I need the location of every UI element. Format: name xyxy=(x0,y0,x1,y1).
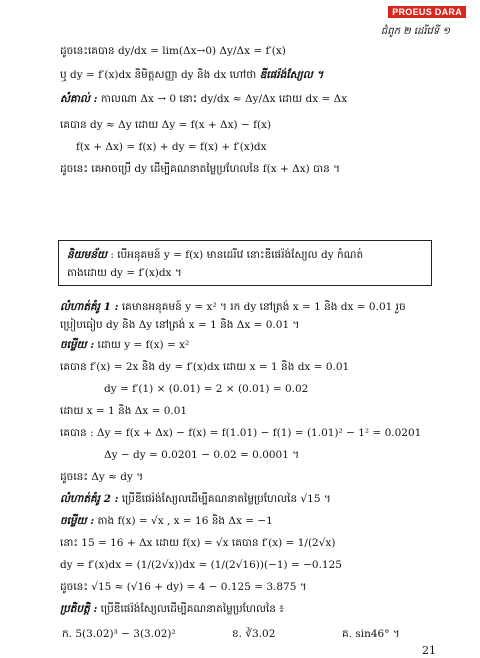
differential-term: ឌីផេរ៉ង់ស្យែល ។ xyxy=(259,69,324,81)
exercise-item-a: ក. 5(3.02)³ − 3(3.02)² xyxy=(62,628,176,640)
example1-solution-label: ចម្លើយ : xyxy=(60,339,95,351)
note-line: សំគាល់ : កាលណា Δx → 0 នោះ dy/dx ≈ Δy/Δx ដោយ dx = Δx xyxy=(60,93,348,105)
exercise-statement: ប្រតិបត្តិ : ប្រើឌីផេរ៉ង់ស្យែលដើម្បីគណនាតម្លៃប្រហែលនៃ ៖ xyxy=(60,603,284,615)
example2-solution-start: ចម្លើយ : តាង f(x) = √x , x = 16 និង Δx = −1 xyxy=(60,515,273,527)
example1-label: លំហាត់គំរូ 1 : xyxy=(60,301,119,313)
note-label: សំគាល់ : xyxy=(60,93,98,105)
conclusion-line: ដូចនេះ គេអាចប្រើ dy ដើម្បីគណនាតម្លៃប្រហែលនៃ f(x + Δx) បាន ។ xyxy=(60,163,341,175)
exercise-label: ប្រតិបត្តិ : xyxy=(60,603,98,615)
example1-statement-2: ប្រៀបធៀប dy និង Δy នៅត្រង់ x = 1 និង Δx = 0.01 ។ xyxy=(60,319,300,331)
derivative-limit-line: ដូចនេះគេបាន dy/dx = lim(Δx→0) Δy/Δx = f′(x) xyxy=(60,45,286,57)
example2-label: លំហាត់គំរូ 2 : xyxy=(60,493,119,505)
approximation-line: គេបាន dy ≈ Δy ដោយ Δy = f(x + Δx) − f(x) xyxy=(60,119,272,131)
example2-statement: លំហាត់គំរូ 2 : ប្រើឌីផេរ៉ង់ស្យែលដើម្បីគណនាតម្លៃប្រហែលនៃ √15 ។ xyxy=(60,493,331,505)
example1-conclusion: ដូចនេះ Δy ≈ dy ។ xyxy=(60,471,144,483)
differential-notation-line: ឬ dy = f′(x)dx និមិត្តសញ្ញា dy និង dx ហៅថា ឌីផេរ៉ង់ស្យែល ។ xyxy=(60,69,324,81)
exercise-item-c: គ. sin46° ។ xyxy=(342,628,400,640)
example1-step-4: គេបាន : Δy = f(x + Δx) − f(x) = f(1.01) − f(1) = (1.01)² − 1² = 0.0201 xyxy=(60,427,422,439)
example2-step-1: នោះ 15 = 16 + Δx ដោយ f(x) = √x គេបាន f′(x) = 1/(2√x) xyxy=(60,537,336,549)
example1-step-2: dy = f′(1) × (0.01) = 2 × (0.01) = 0.02 xyxy=(104,383,309,395)
example1-statement: លំហាត់គំរូ 1 : គេមានអនុគមន៍ y = x² ។ រក dy នៅត្រង់ x = 1 និង dx = 0.01 រួច xyxy=(60,301,406,313)
definition-line-2: តាងដោយ dy = f′(x)dx ។ xyxy=(67,267,182,279)
example2-solution-label: ចម្លើយ : xyxy=(60,515,95,527)
example1-step-1: គេបាន f′(x) = 2x និង dy = f′(x)dx ដោយ x = 1 និង dx = 0.01 xyxy=(60,361,350,373)
example2-step-2: dy = f′(x)dx = (1/(2√x))dx = (1/(2√16))(−1) = −0.125 xyxy=(60,559,342,571)
brand-badge: PROEUS DARA xyxy=(388,6,466,18)
example1-solution-start: ចម្លើយ : ដោយ y = f(x) = x² xyxy=(60,339,190,351)
definition-box xyxy=(58,240,432,286)
example2-conclusion: ដូចនេះ √15 ≈ (√16 + dy) = 4 − 0.125 = 3.875 ។ xyxy=(60,581,307,593)
chapter-header: ជំពូក ២ ដេរីវេទី ១ xyxy=(380,26,450,37)
example1-step-3: ដោយ x = 1 និង Δx = 0.01 xyxy=(60,405,188,417)
approximation-formula: f(x + Δx) = f(x) + dy = f(x) + f′(x)dx xyxy=(76,141,267,153)
page-number: 21 xyxy=(422,644,436,657)
exercise-item-b: ខ. ∛3.02 xyxy=(232,628,276,640)
example1-step-5: Δy − dy = 0.0201 − 0.02 = 0.0001 ។ xyxy=(104,449,300,461)
definition-title: និយមន័យ xyxy=(67,249,107,261)
definition-line-1: និយមន័យ : បើអនុគមន៍ y = f(x) មានដេរីវេ នោះឌីផេរ៉ង់ស្យែល dy កំណត់ xyxy=(67,249,364,261)
